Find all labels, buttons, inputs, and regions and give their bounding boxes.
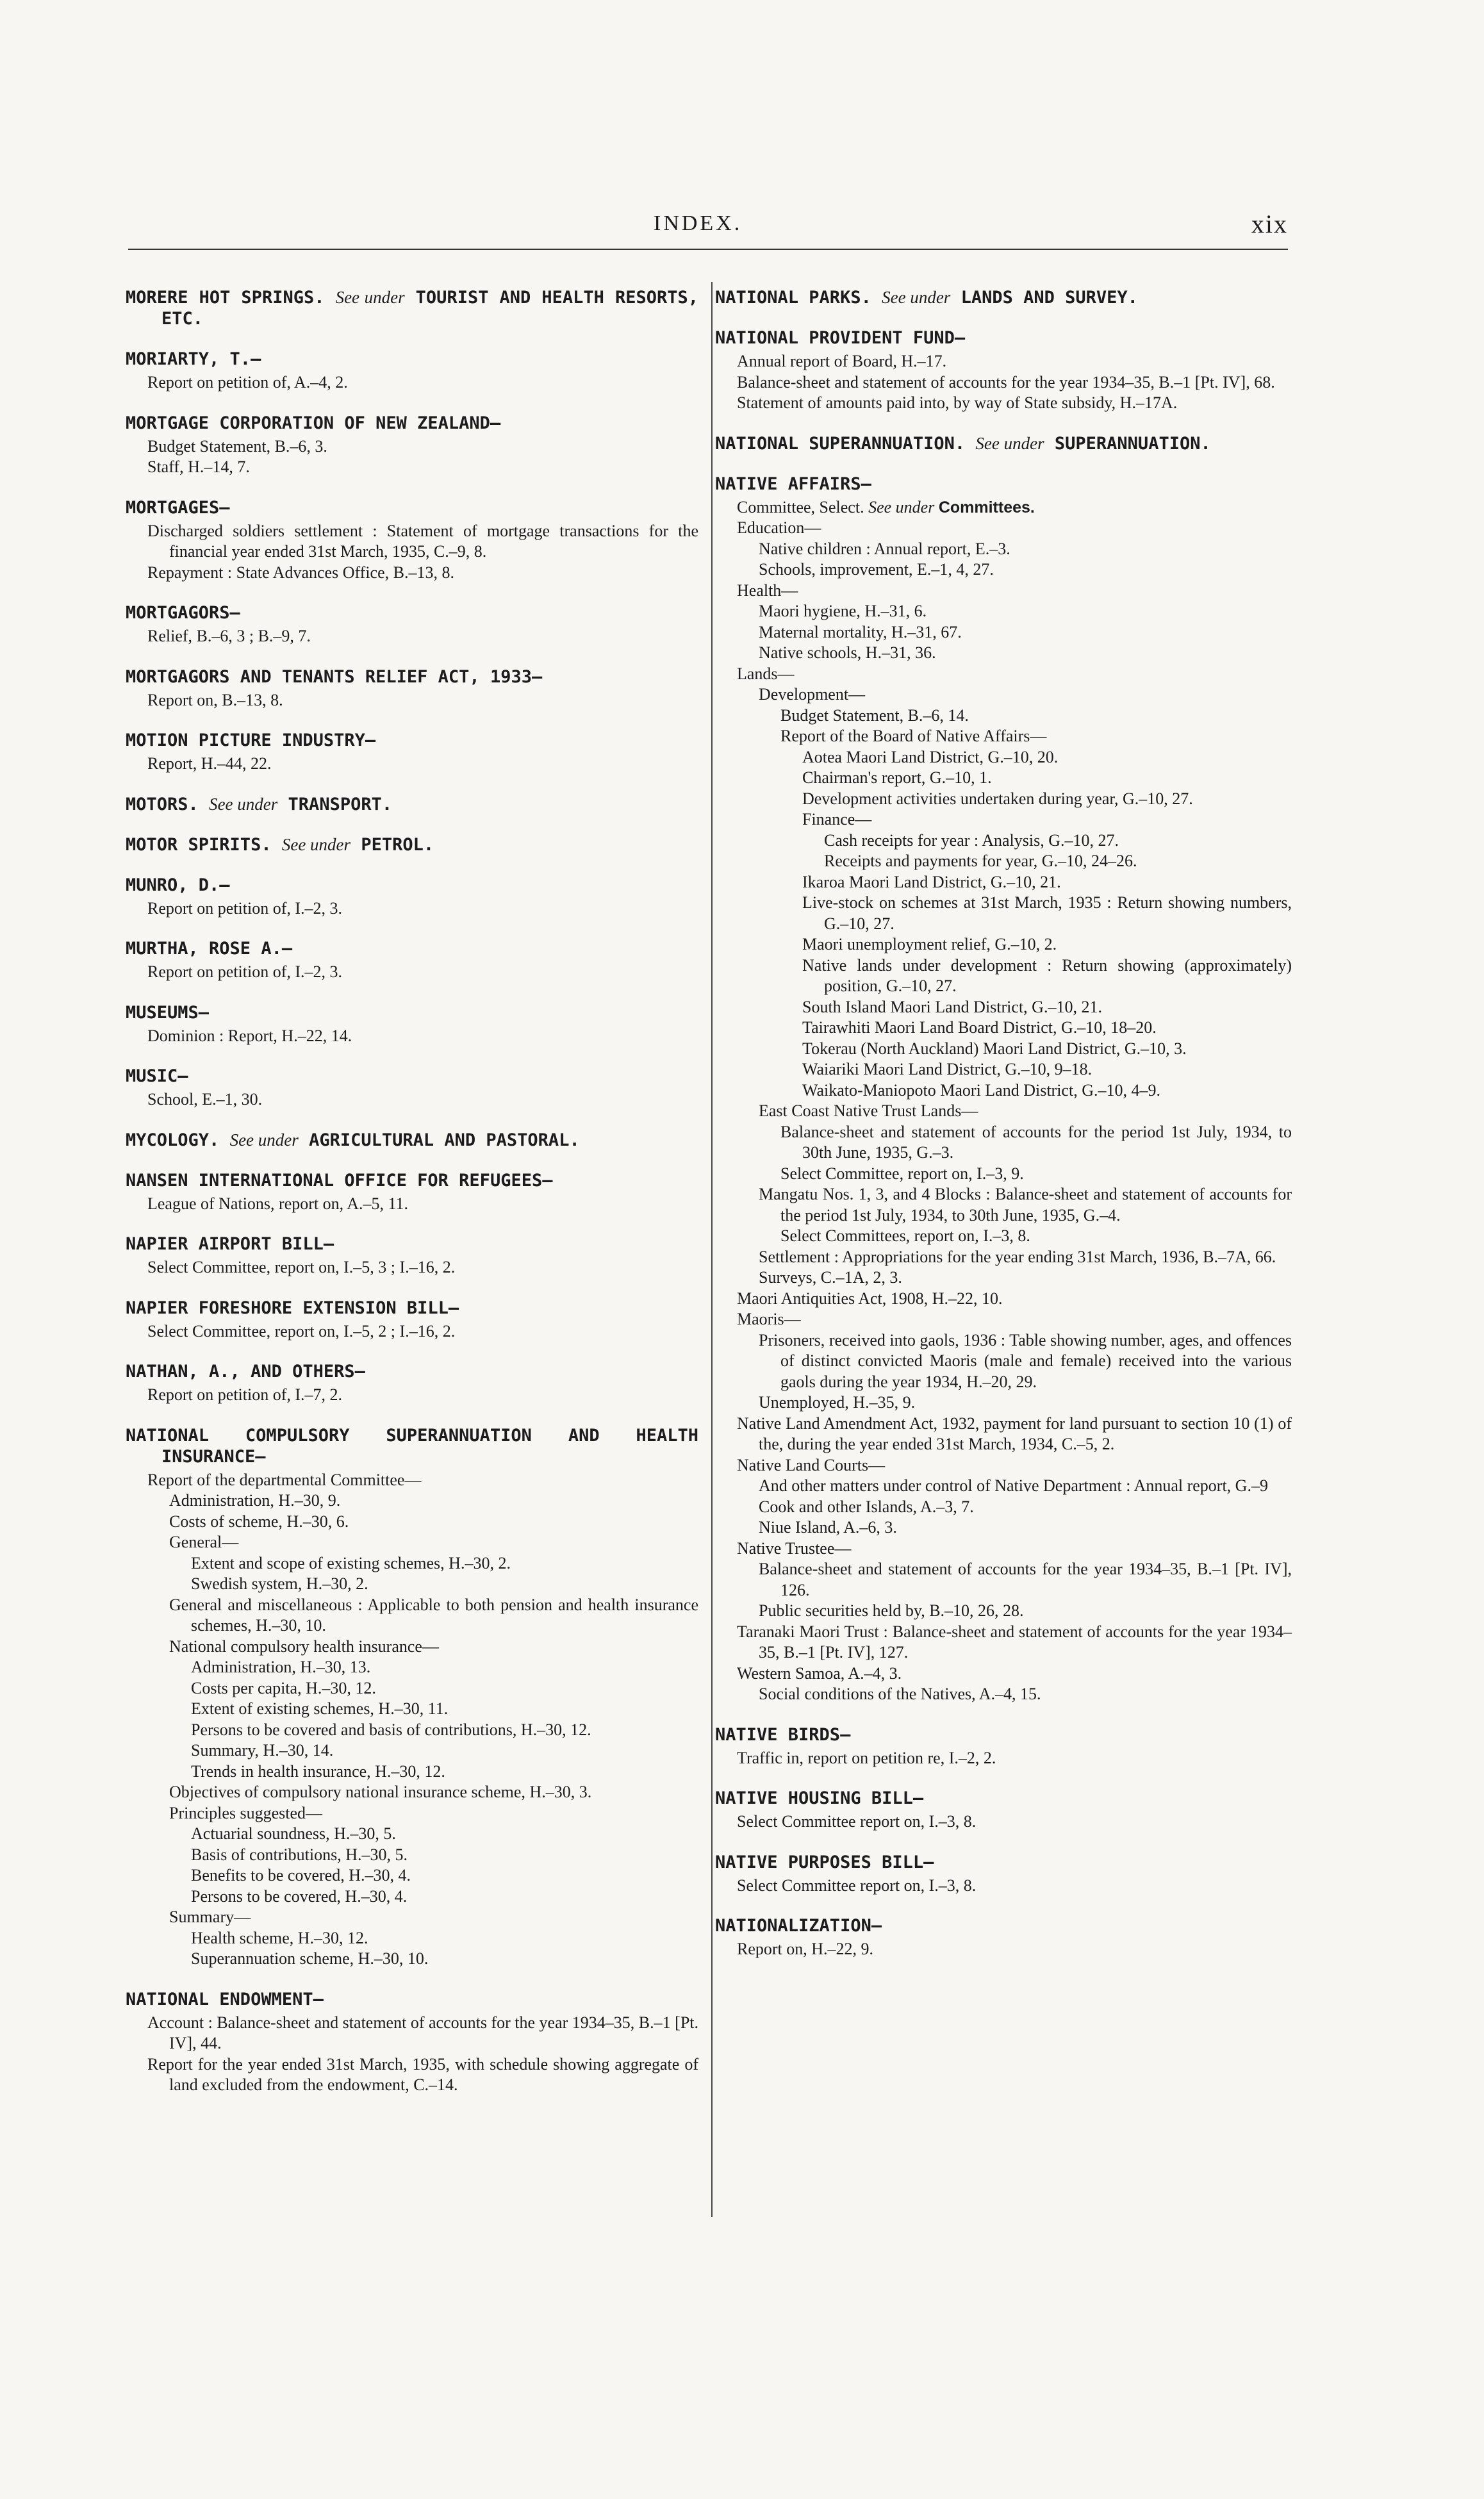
- entry-heading: [126, 1170, 698, 1191]
- subentry: [147, 2054, 698, 2096]
- subentry: [147, 1257, 698, 1278]
- subentry-text: South Island Maori Land District, G.–10, 21.: [802, 997, 1102, 1016]
- subentry-text: General and miscellaneous : Applicable to both pension and health insurance schemes, H.–30, 10.: [169, 1595, 698, 1635]
- subentry: [802, 789, 1292, 810]
- subentry: [759, 559, 1292, 581]
- subentry: [759, 1517, 1292, 1538]
- subentry-text: Development—: [759, 685, 866, 704]
- subentry: [759, 622, 1292, 643]
- subentry: [737, 664, 1292, 685]
- subentry-text: Maori hygiene, H.–31, 6.: [759, 602, 927, 620]
- subentry: [802, 1059, 1292, 1080]
- subentry-text: Niue Island, A.–6, 3.: [759, 1518, 897, 1537]
- subentry: [802, 997, 1292, 1018]
- index-entry: [715, 474, 1292, 1705]
- subentry: [759, 684, 1292, 705]
- subentry-text: Select Committee report on, I.–3, 8.: [737, 1812, 977, 1831]
- heading-text: NATIONAL COMPULSORY SUPERANNUATION AND HEALTH INSURANCE—: [126, 1425, 698, 1467]
- subentry: [802, 768, 1292, 789]
- subentry-text: Cash receipts for year : Analysis, G.–10, 27.: [824, 830, 1119, 850]
- subentry: [191, 1928, 698, 1949]
- subentry: [191, 1678, 698, 1699]
- subentry: [191, 1699, 698, 1720]
- subentry-text: Development activities undertaken during year, G.–10, 27.: [802, 789, 1193, 808]
- subentry-text: Chairman's report, G.–10, 1.: [802, 768, 992, 787]
- subentry: [169, 1532, 698, 1553]
- subentry: [147, 521, 698, 563]
- subentry: [802, 1080, 1292, 1101]
- subentry-text: Account : Balance-sheet and statement of accounts for the year 1934–35, B.–1 [Pt. IV], 44.: [147, 2013, 698, 2052]
- subentry-text: Select Committee, report on, I.–3, 9.: [780, 1164, 1024, 1183]
- subentry-text: Report of the departmental Committee—: [147, 1470, 422, 1489]
- subentry-text: Maternal mortality, H.–31, 67.: [759, 622, 962, 641]
- heading-text: MUSEUMS—: [126, 1002, 210, 1023]
- subentry: [802, 955, 1292, 997]
- subentry: [147, 1321, 698, 1342]
- entry-heading: [126, 602, 698, 623]
- subentry: [737, 1414, 1292, 1455]
- subentry: [737, 372, 1292, 393]
- subentry-text: Objectives of compulsory national insurance scheme, H.–30, 3.: [169, 1783, 592, 1801]
- subentry: [147, 436, 698, 458]
- heading-text: NAPIER FORESHORE EXTENSION BILL—: [126, 1298, 459, 1318]
- page-title: INDEX.: [654, 211, 743, 235]
- subentry: [824, 851, 1292, 872]
- subentry-text: Budget Statement, B.–6, 14.: [780, 705, 969, 725]
- entry-heading: [126, 287, 698, 329]
- cross-reference: TOURIST AND HEALTH RESORTS, ETC.: [161, 288, 698, 329]
- subentry-text: Education—: [737, 518, 821, 537]
- subentry: [191, 1761, 698, 1783]
- subentry: [169, 1490, 698, 1512]
- subentry-text: Balance-sheet and statement of accounts for the year 1934–35, B.–1 [Pt. IV], 68.: [737, 372, 1275, 392]
- heading-text: MORIARTY, T.—: [126, 349, 261, 369]
- subentry-text: Trends in health insurance, H.–30, 12.: [191, 1761, 445, 1781]
- index-entry: [126, 666, 698, 711]
- subentry-text: Aotea Maori Land District, G.–10, 20.: [802, 747, 1059, 766]
- cross-reference: PETROL.: [361, 834, 434, 855]
- heading-text: MORTGAGE CORPORATION OF NEW ZEALAND—: [126, 413, 501, 433]
- entry-heading: [126, 1361, 698, 1382]
- subentry: [191, 1720, 698, 1741]
- subentry: [802, 893, 1292, 934]
- subentry: [147, 754, 698, 775]
- subentry: [737, 1455, 1292, 1476]
- subentry: [147, 898, 698, 920]
- heading-text: NATIONALIZATION—: [715, 1916, 882, 1936]
- subentry-text: Statement of amounts paid into, by way of State subsidy, H.–17A.: [737, 393, 1178, 412]
- subentry-text: Report on petition of, I.–7, 2.: [147, 1385, 343, 1404]
- subentry: [737, 518, 1292, 539]
- subentry: [737, 1748, 1292, 1769]
- heading-text: MOTORS.: [126, 794, 199, 814]
- subentry-text: Dominion : Report, H.–22, 14.: [147, 1026, 352, 1045]
- subentry-text: Western Samoa, A.–4, 3.: [737, 1663, 902, 1683]
- subentry-text: Health scheme, H.–30, 12.: [191, 1928, 368, 1947]
- subentry: [169, 1595, 698, 1637]
- subentry-text: Native children : Annual report, E.–3.: [759, 539, 1010, 558]
- entry-heading: [126, 1989, 698, 2010]
- heading-text: NANSEN INTERNATIONAL OFFICE FOR REFUGEES—: [126, 1170, 553, 1191]
- subentry-text: Social conditions of the Natives, A.–4, 15.: [759, 1685, 1041, 1703]
- heading-text: NATHAN, A., AND OTHERS—: [126, 1362, 365, 1381]
- header-rule: [128, 249, 1288, 250]
- subentry-text: Cook and other Islands, A.–3, 7.: [759, 1497, 974, 1516]
- subentry-text: Native lands under development : Return showing (approximately) position, G.–10, 27.: [802, 955, 1292, 995]
- entry-heading: [126, 497, 698, 518]
- subentry-text: Budget Statement, B.–6, 3.: [147, 436, 327, 456]
- index-entry: [126, 794, 698, 815]
- subentry: [802, 872, 1292, 893]
- subentry-text: East Coast Native Trust Lands—: [759, 1101, 978, 1120]
- index-entry: [126, 287, 698, 329]
- subentry-text: School, E.–1, 30.: [147, 1090, 263, 1109]
- index-entry: [126, 938, 698, 983]
- heading-text: NATIONAL SUPERANNUATION.: [715, 433, 966, 454]
- subentry-text: Live-stock on schemes at 31st March, 1935 : Return showing numbers, G.–10, 27.: [802, 893, 1292, 933]
- heading-text: NATIVE HOUSING BILL—: [715, 1788, 924, 1808]
- subentry: [169, 1637, 698, 1658]
- index-entry: [126, 349, 698, 393]
- subentry-text: Maori Antiquities Act, 1908, H.–22, 10.: [737, 1289, 1003, 1308]
- see-under-label: See under: [335, 288, 405, 307]
- subentry: [737, 581, 1292, 602]
- subentry: [737, 1663, 1292, 1685]
- subentry-text: Report for the year ended 31st March, 1935, with schedule showing aggregate of land excluded from the endowment, C.–14.: [147, 2054, 698, 2094]
- subentry: [147, 1026, 698, 1047]
- entry-heading: [126, 875, 698, 896]
- index-entry: [715, 1724, 1292, 1769]
- subentry-text: Lands—: [737, 664, 795, 683]
- subentry: [759, 1559, 1292, 1601]
- heading-text: MORTGAGORS AND TENANTS RELIEF ACT, 1933—: [126, 666, 543, 687]
- entry-heading: [715, 474, 1292, 495]
- subentry-text: Finance—: [802, 810, 872, 829]
- subentry-text: Waiariki Maori Land District, G.–10, 9–18.: [802, 1060, 1092, 1078]
- subentry-text: Select Committee, report on, I.–5, 3 ; I.–16, 2.: [147, 1258, 456, 1276]
- subentry: [737, 1309, 1292, 1330]
- entry-heading: [126, 413, 698, 434]
- subentry: [780, 1122, 1292, 1164]
- heading-text: NATIONAL ENDOWMENT—: [126, 1989, 324, 2009]
- subentry: [191, 1949, 698, 1970]
- see-under-label: See under: [882, 288, 951, 307]
- see-under-label: See under: [868, 497, 935, 516]
- subentry-text: Native Land Amendment Act, 1932, payment for land pursuant to section 10 (1) of the, during the year ended 31st March, 1934, C.–5, 2.: [737, 1414, 1292, 1453]
- subentry: [169, 1803, 698, 1824]
- subentry-text: Taranaki Maori Trust : Balance-sheet and statement of accounts for the year 1934–35, B.–1 [Pt. IV], 127.: [737, 1622, 1292, 1662]
- subentry: [169, 1782, 698, 1803]
- subentry-text: Persons to be covered, H.–30, 4.: [191, 1886, 408, 1906]
- index-entry: [126, 834, 698, 855]
- subentry: [169, 1512, 698, 1533]
- subentry-text: National compulsory health insurance—: [169, 1637, 439, 1656]
- subentry: [191, 1657, 698, 1678]
- subentry: [802, 1018, 1292, 1039]
- subentry: [759, 643, 1292, 664]
- subentry: [759, 1330, 1292, 1393]
- subentry-text: General—: [169, 1533, 239, 1551]
- heading-text: NAPIER AIRPORT BILL—: [126, 1234, 334, 1254]
- subentry: [191, 1824, 698, 1845]
- entry-heading: [126, 834, 698, 855]
- right-index-column: [715, 287, 1292, 1979]
- column-divider: [711, 282, 713, 2217]
- cross-reference: Committees.: [938, 498, 1035, 516]
- subentry: [824, 830, 1292, 852]
- subentry: [191, 1865, 698, 1886]
- subentry: [759, 1392, 1292, 1414]
- subentry: [759, 1684, 1292, 1705]
- subentry: [147, 372, 698, 393]
- subentry: [147, 690, 698, 711]
- subentry-text: Summary, H.–30, 14.: [191, 1741, 334, 1760]
- subentry-text: Staff, H.–14, 7.: [147, 458, 250, 476]
- subentry: [147, 1385, 698, 1406]
- index-entry: [126, 1130, 698, 1151]
- subentry-text: Superannuation scheme, H.–30, 10.: [191, 1949, 429, 1968]
- index-entry: [126, 1170, 698, 1215]
- subentry-text: Benefits to be covered, H.–30, 4.: [191, 1866, 411, 1885]
- subentry-text: Traffic in, report on petition re, I.–2, 2.: [737, 1748, 996, 1767]
- see-under-label: See under: [209, 794, 278, 814]
- subentry: [759, 1267, 1292, 1289]
- subentry: [147, 2013, 698, 2054]
- index-entry: [126, 1989, 698, 2096]
- heading-text: MOTION PICTURE INDUSTRY—: [126, 730, 376, 750]
- subentry-text: Costs of scheme, H.–30, 6.: [169, 1512, 349, 1531]
- subentry-text: Report, H.–44, 22.: [147, 754, 272, 773]
- subentry-text: Public securities held by, B.–10, 26, 28.: [759, 1601, 1024, 1620]
- heading-text: NATIVE PURPOSES BILL—: [715, 1852, 934, 1872]
- index-entry: [126, 1425, 698, 1970]
- page-header: [128, 202, 1288, 241]
- subentry-text: Tokerau (North Auckland) Maori Land District, G.–10, 3.: [802, 1039, 1187, 1058]
- heading-text: NATIVE BIRDS—: [715, 1724, 851, 1745]
- subentry-text: Unemployed, H.–35, 9.: [759, 1393, 916, 1412]
- subentry-text: Prisoners, received into gaols, 1936 : Table showing number, ages, and offences of distinct convicted Maoris (male and female) received into the various gaols during the year 1934, H.–20, 29.: [759, 1330, 1292, 1391]
- heading-text: MUNRO, D.—: [126, 875, 230, 895]
- subentry-text: Repayment : State Advances Office, B.–13, 8.: [147, 563, 454, 582]
- subentry-text: Balance-sheet and statement of accounts for the period 1st July, 1934, to 30th June, 1935, G.–3.: [780, 1122, 1292, 1162]
- subentry: [191, 1886, 698, 1908]
- subentry-text: Annual report of Board, H.–17.: [737, 352, 947, 370]
- subentry-text: Report on petition of, A.–4, 2.: [147, 373, 348, 392]
- index-entry: [126, 1002, 698, 1047]
- heading-text: NATIVE AFFAIRS—: [715, 474, 871, 494]
- index-entry: [126, 1361, 698, 1406]
- entry-heading: [126, 938, 698, 959]
- cross-reference: TRANSPORT.: [288, 794, 393, 814]
- subentry: [759, 1601, 1292, 1622]
- subentry: [191, 1845, 698, 1866]
- subentry: [780, 705, 1292, 727]
- heading-text: MOTOR SPIRITS.: [126, 834, 272, 855]
- entry-heading: [715, 1852, 1292, 1873]
- subentry-text: Basis of contributions, H.–30, 5.: [191, 1845, 408, 1864]
- cross-reference: SUPERANNUATION.: [1054, 433, 1211, 454]
- subentry-text: Report on, B.–13, 8.: [147, 690, 283, 709]
- heading-text: MURTHA, ROSE A.—: [126, 939, 293, 959]
- subentry-text: Select Committee report on, I.–3, 8.: [737, 1876, 977, 1895]
- subentry-text: Principles suggested—: [169, 1803, 323, 1822]
- entry-heading: [715, 1915, 1292, 1936]
- subentry-text: Relief, B.–6, 3 ; B.–9, 7.: [147, 627, 311, 645]
- see-under-label: See under: [229, 1130, 299, 1150]
- subentry: [780, 1226, 1292, 1247]
- subentry: [147, 962, 698, 983]
- subentry-text: Settlement : Appropriations for the year ending 31st March, 1936, B.–7A, 66.: [759, 1247, 1276, 1266]
- subentry: [802, 809, 1292, 830]
- entry-heading: [126, 349, 698, 370]
- subentry-text: Maoris—: [737, 1310, 801, 1328]
- subentry-text: Costs per capita, H.–30, 12.: [191, 1678, 376, 1697]
- subentry: [737, 1622, 1292, 1663]
- heading-text: NATIONAL PROVIDENT FUND—: [715, 328, 966, 348]
- subentry-text: League of Nations, report on, A.–5, 11.: [147, 1194, 408, 1213]
- entry-heading: [126, 1233, 698, 1255]
- subentry-text: Actuarial soundness, H.–30, 5.: [191, 1824, 396, 1843]
- index-entry: [715, 433, 1292, 454]
- subentry-text: Discharged soldiers settlement : Statement of mortgage transactions for the financial year ended 31st March, 1935, C.–9, 8.: [147, 521, 698, 561]
- cross-reference: AGRICULTURAL AND PASTORAL.: [309, 1130, 580, 1150]
- heading-text: MUSIC—: [126, 1066, 188, 1086]
- entry-heading: [126, 1298, 698, 1319]
- subentry-text: Mangatu Nos. 1, 3, and 4 Blocks : Balance-sheet and statement of accounts for the period 1st July, 1934, to 30th June, 1935, G.–4.: [759, 1185, 1292, 1225]
- subentry-text: Extent of existing schemes, H.–30, 11.: [191, 1699, 449, 1718]
- subentry: [737, 1876, 1292, 1897]
- left-index-column: [126, 287, 698, 2115]
- entry-heading: [126, 1066, 698, 1087]
- subentry-text: Maori unemployment relief, G.–10, 2.: [802, 935, 1057, 953]
- subentry: [759, 601, 1292, 622]
- index-entry: [126, 497, 698, 584]
- subentry-text: Receipts and payments for year, G.–10, 24–26.: [824, 852, 1137, 870]
- heading-text: NATIONAL PARKS.: [715, 288, 871, 308]
- subentry-text: Native Land Courts—: [737, 1455, 886, 1474]
- subentry-text: Report of the Board of Native Affairs—: [780, 727, 1047, 745]
- subentry: [780, 726, 1292, 747]
- entry-heading: [715, 287, 1292, 308]
- subentry: [147, 1470, 698, 1491]
- subentry-text: Committee, Select.: [737, 497, 864, 516]
- subentry: [191, 1553, 698, 1574]
- subentry: [147, 626, 698, 647]
- page-number: xix: [1251, 210, 1288, 238]
- index-entry: [715, 1788, 1292, 1833]
- cross-reference: LANDS AND SURVEY.: [960, 288, 1138, 308]
- subentry-text: Native Trustee—: [737, 1538, 852, 1558]
- index-entry: [126, 1233, 698, 1278]
- entry-heading: [126, 1130, 698, 1151]
- index-entry: [126, 875, 698, 920]
- subentry-text: Administration, H.–30, 9.: [169, 1491, 341, 1510]
- subentry: [737, 351, 1292, 372]
- see-under-label: See under: [281, 834, 351, 854]
- entry-heading: [715, 433, 1292, 454]
- subentry: [759, 1184, 1292, 1226]
- subentry-text: Report on petition of, I.–2, 3.: [147, 898, 343, 918]
- entry-heading: [715, 1788, 1292, 1809]
- subentry: [759, 539, 1292, 560]
- index-entry: [715, 1852, 1292, 1897]
- subentry: [759, 1101, 1292, 1122]
- entry-heading: [126, 1425, 698, 1467]
- subentry: [737, 1811, 1292, 1833]
- entry-heading: [126, 794, 698, 815]
- heading-text: MYCOLOGY.: [126, 1130, 220, 1150]
- index-entry: [715, 327, 1292, 414]
- subentry: [759, 1497, 1292, 1518]
- entry-heading: [715, 327, 1292, 349]
- entry-heading: [715, 1724, 1292, 1745]
- subentry-text: Tairawhiti Maori Land Board District, G.–10, 18–20.: [802, 1018, 1157, 1037]
- index-entry: [126, 730, 698, 775]
- subentry: [147, 457, 698, 478]
- subentry-text: Balance-sheet and statement of accounts for the year 1934–35, B.–1 [Pt. IV], 126.: [759, 1560, 1292, 1599]
- subentry: [737, 1538, 1292, 1560]
- subentry-text: Administration, H.–30, 13.: [191, 1658, 371, 1676]
- subentry: [802, 934, 1292, 955]
- subentry-text: Extent and scope of existing schemes, H.–30, 2.: [191, 1553, 511, 1572]
- subentry-text: Swedish system, H.–30, 2.: [191, 1574, 368, 1593]
- index-entry: [715, 287, 1292, 308]
- subentry: [759, 1247, 1292, 1268]
- heading-text: MORERE HOT SPRINGS.: [126, 288, 325, 308]
- subentry-text: Health—: [737, 581, 798, 600]
- subentry: [737, 1939, 1292, 1960]
- subentry: [169, 1907, 698, 1928]
- subentry-text: Report on petition of, I.–2, 3.: [147, 962, 343, 981]
- entry-heading: [126, 666, 698, 688]
- subentry-text: Ikaroa Maori Land District, G.–10, 21.: [802, 872, 1061, 891]
- subentry-text: Native schools, H.–31, 36.: [759, 643, 936, 662]
- entry-heading: [126, 730, 698, 751]
- index-entry: [126, 1066, 698, 1110]
- heading-text: MORTGAGES—: [126, 497, 230, 518]
- subentry: [147, 1089, 698, 1110]
- subentry-text: Select Committees, report on, I.–3, 8.: [780, 1226, 1030, 1245]
- subentry-text: Persons to be covered and basis of contributions, H.–30, 12.: [191, 1720, 591, 1739]
- subentry: [191, 1740, 698, 1761]
- subentry-text: And other matters under control of Native Department : Annual report, G.–9: [759, 1476, 1268, 1495]
- index-entry: [715, 1915, 1292, 1960]
- index-entry: [126, 1298, 698, 1342]
- subentry-text: Schools, improvement, E.–1, 4, 27.: [759, 560, 994, 579]
- entry-heading: [126, 1002, 698, 1023]
- see-under-label: See under: [975, 433, 1044, 453]
- subentry: [737, 393, 1292, 414]
- subentry-text: Waikato-Maniopoto Maori Land District, G.–10, 4–9.: [802, 1080, 1160, 1100]
- subentry: [780, 1164, 1292, 1185]
- subentry-text: Surveys, C.–1A, 2, 3.: [759, 1268, 902, 1287]
- subentry-text: Summary—: [169, 1908, 251, 1926]
- subentry: [737, 1289, 1292, 1310]
- subentry: [191, 1574, 698, 1595]
- index-entry: [126, 413, 698, 478]
- index-entry: [126, 602, 698, 647]
- subentry-text: Report on, H.–22, 9.: [737, 1940, 874, 1958]
- subentry: [737, 497, 1292, 518]
- subentry: [147, 1194, 698, 1215]
- subentry: [759, 1476, 1292, 1497]
- heading-text: MORTGAGORS—: [126, 603, 240, 623]
- subentry-text: Select Committee, report on, I.–5, 2 ; I.–16, 2.: [147, 1321, 456, 1340]
- subentry: [147, 563, 698, 584]
- subentry: [802, 1039, 1292, 1060]
- subentry: [802, 747, 1292, 768]
